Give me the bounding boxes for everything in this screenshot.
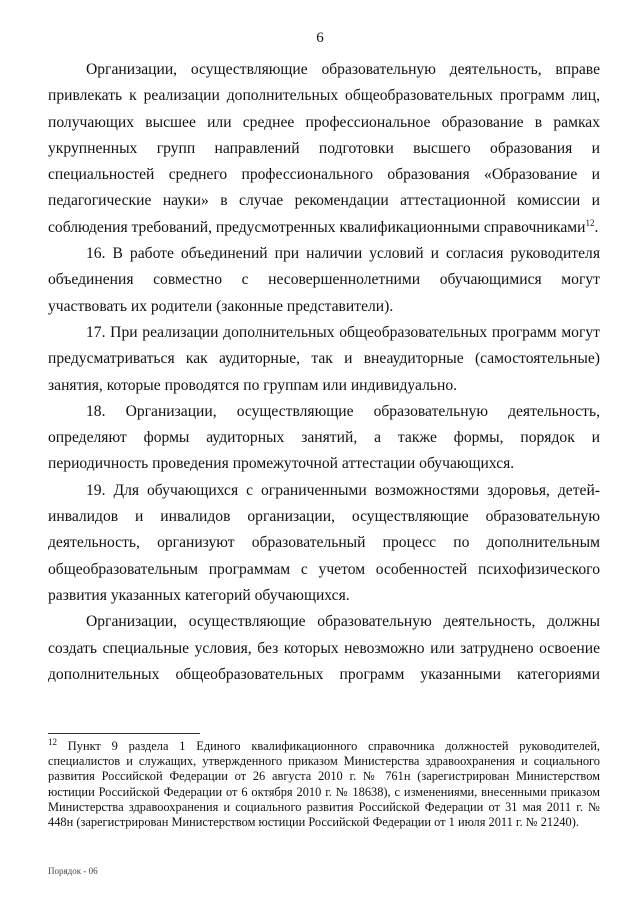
footer-document-code: Порядок - 06: [48, 866, 98, 876]
paragraph-staffing: Организации, осуществляющие образовательную деятельность, вправе привлекать к реализации дополнительных общеобразовательных программ лиц, получающих высшее или среднее профессиональное образование в рамках укрупненных групп направлений подготовки высшего образования и специальностей среднего профессионального образования «Образование и педагогические науки» в случае рекомендации аттестационной комиссии и соблюдения требований, предусмотренных квалификационными справочниками$^{12}$.: [48, 61, 600, 236]
paragraph-16: 16. В работе объединений при наличии условий и согласия руководителя объединения совместно с несовершеннолетними обучающимися могут участвовать их родители (законные представители).: [48, 245, 600, 315]
footnote-marker: 12: [48, 736, 57, 747]
page-number: 6: [316, 30, 324, 46]
footnote: [48, 736, 600, 830]
paragraph-text: Организации, осуществляющие образовательную деятельность, вправе привлекать к реализации дополнительных общеобразовательных программ лиц, получающих высшее или среднее профессиональное образование в рамках укрупненных групп направлений подготовки высшего образования и специальностей среднего профессионального образования «Образование и педагогические науки» в случае рекомендации аттестационной комиссии и соблюдения требований, предусмотренных квалификационными справочниками: [48, 61, 600, 236]
footnote-reference[interactable]: 12: [585, 217, 595, 228]
body-text: [48, 57, 600, 688]
paragraph-18: 18. Организации, осуществляющие образовательную деятельность, определяют формы аудиторных занятий, а также формы, порядок и периодичность проведения промежуточной аттестации обучающихся.: [48, 402, 600, 473]
paragraph-19: 19. Для обучающихся с ограниченными возможностями здоровья, детей-инвалидов и инвалидов организации, осуществляющие образовательную деятельность, организуют образовательный процесс по дополнительным общеобразовательным программам с учетом особенностей психофизического развития указанных категорий обучающихся.: [48, 481, 600, 604]
footnote-divider: [48, 733, 200, 734]
paragraph-17: 17. При реализации дополнительных общеобразовательных программ могут предусматриваться как аудиторные, так и внеаудиторные (самостоятельные) занятия, которые проводятся по группам или индивидуально.: [48, 323, 600, 394]
footnote-text: Пункт 9 раздела 1 Единого квалификационного справочника должностей руководителей, специалистов и служащих, утвержденного приказом Министерства здравоохранения и социального развития Российской Федерации от 26 августа 2010 г. № 761н (зарегистрирован Министерством юстиции Российской Федерации от 6 октября 2010 г. № 18638), с изменениями, внесенными приказом Министерства здравоохранения и социального развития Российской Федерации от 31 мая 2011 г. № 448н (зарегистрирован Министерством юстиции Российской Федерации от 1 июля 2011 г. № 21240).: [48, 739, 600, 830]
paragraph-special-conditions: Организации, осуществляющие образовательную деятельность, должны создать специальные условия, без которых невозможно или затруднено освоение дополнительных общеобразовательных программ указанными категориями: [48, 613, 600, 683]
